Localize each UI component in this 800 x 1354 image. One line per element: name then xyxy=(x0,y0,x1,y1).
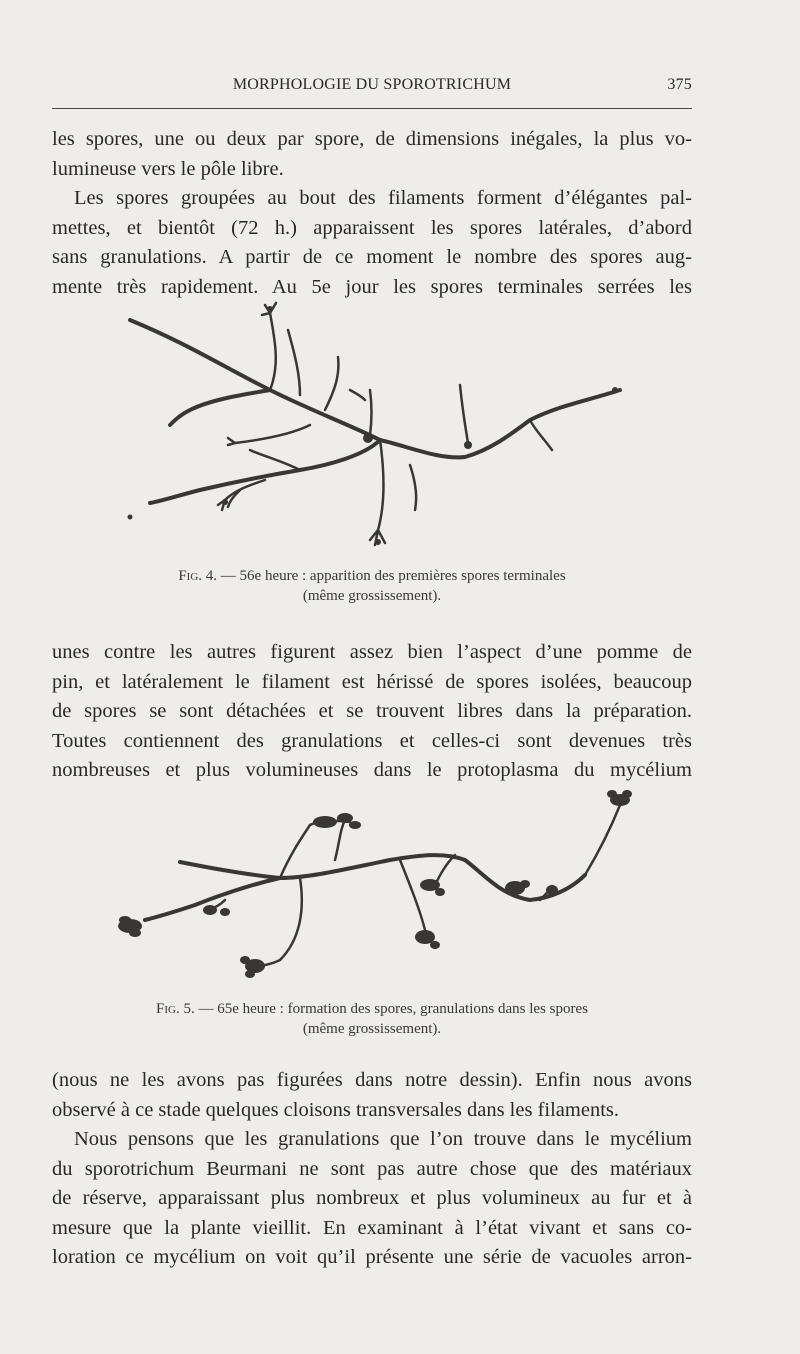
text-line: Nous pensons que les granulations que l’on trouve dans le mycélium xyxy=(74,1128,692,1150)
text-line: de spores se sont détachées et se trouvent libres dans la préparation. xyxy=(52,700,692,722)
figure-5-caption-line1: — 65e heure : formation des spores, granulations dans les spores xyxy=(198,1001,588,1017)
paragraph-4 xyxy=(52,1066,692,1125)
text-line: les spores, une ou deux par spore, de dimensions inégales, la plus vo- xyxy=(52,128,692,150)
figure-5-label: Fig. 5. xyxy=(156,1001,195,1017)
figure-4-caption xyxy=(52,566,692,606)
text-line: mesure que la plante vieillit. En examinant à l’état vivant et sans co- xyxy=(52,1216,692,1239)
figure-5-illustration xyxy=(100,780,660,990)
paragraph-5 xyxy=(52,1125,692,1273)
figure-4-illustration xyxy=(110,295,650,565)
text-line: mettes, et bientôt (72 h.) apparaissent les spores latérales, d’abord xyxy=(52,216,692,239)
figure-4-caption-line2: (même grossissement). xyxy=(302,588,442,604)
page-number: 375 xyxy=(667,76,692,93)
figure-5-caption-line2: (même grossissement). xyxy=(302,1021,442,1037)
text-line: sans granulations. A partir de ce moment le nombre des spores aug- xyxy=(52,246,692,268)
text-line: pin, et latéralement le filament est hérissé de spores isolées, beaucoup xyxy=(52,670,692,693)
paragraph-2 xyxy=(52,184,692,302)
text-line: unes contre les autres figurent assez bien l’aspect d’une pomme de xyxy=(52,641,692,663)
running-header xyxy=(52,76,692,98)
text-line: Les spores groupées au bout des filaments forment d’élégantes pal- xyxy=(74,187,692,209)
figure-4-caption-line1: — 56e heure : apparition des premières spores terminales xyxy=(220,568,566,584)
text-line: nombreuses et plus volumineuses dans le protoplasma du mycélium xyxy=(52,759,692,781)
header-rule xyxy=(52,108,692,109)
text-line: mente très rapidement. Au 5e jour les spores terminales serrées les xyxy=(52,275,692,298)
figure-4-label: Fig. 4. xyxy=(178,568,218,584)
text-line: du sporotrichum Beurmani ne sont pas autre chose que des matériaux xyxy=(52,1157,692,1180)
text-line: Toutes contiennent des granulations et celles-ci sont devenues très xyxy=(52,729,692,752)
paragraph-1 xyxy=(52,125,692,184)
text-line: observé à ce stade quelques cloisons transversales dans les filaments. xyxy=(52,1098,619,1121)
text-line: de réserve, apparaissant plus nombreux et plus volumineux au fur et à xyxy=(52,1187,692,1209)
paragraph-3 xyxy=(52,638,692,786)
figure-5-caption xyxy=(52,999,692,1039)
text-line: lumineuse vers le pôle libre. xyxy=(52,157,284,180)
text-line: loration ce mycélium on voit qu’il présente une série de vacuoles arron- xyxy=(52,1246,692,1268)
header-title: MORPHOLOGIE DU SPOROTRICHUM xyxy=(232,76,512,93)
text-line: (nous ne les avons pas figurées dans notre dessin). Enfin nous avons xyxy=(52,1069,692,1091)
